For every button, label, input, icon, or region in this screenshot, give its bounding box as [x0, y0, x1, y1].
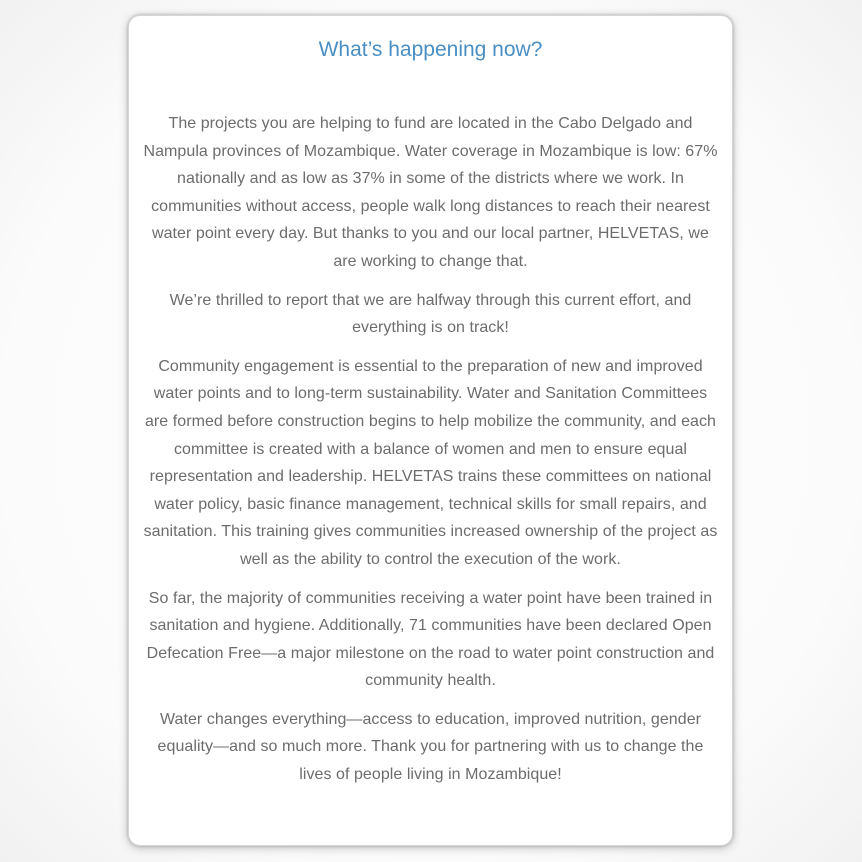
paragraph-progress: We’re thrilled to report that we are halfway through this current effort, and everything is on track! [169, 291, 692, 337]
paragraph-community-engagement: Community engagement is essential to the preparation of new and improved water points and to long-term sustainability. Water and Sanitation Committees are formed before construction begins to help mobilize the community, and each committee is created with a balance of women and men to ensure equal representation and leadership. HELVETAS trains these committees on national water policy, basic finance management, technical skills for small repairs, and sanitation. This training gives communities increased ownership of the project as well as the ability to control the execution of the work. [143, 357, 718, 568]
card-body [141, 110, 720, 789]
paragraph-sanitation-results: So far, the majority of communities receiving a water point have been trained in sanitation and hygiene. Additionally, 71 communities have been declared Open Defecation Free—a major milestone on the road to water point construction and community health. [146, 589, 715, 690]
update-card [128, 15, 733, 846]
paragraph-thank-you: Water changes everything—access to education, improved nutrition, gender equality—and so much more. Thank you for partnering with us to change the lives of people living in Mozambique! [157, 710, 704, 784]
paragraph-project-location: The projects you are helping to fund are located in the Cabo Delgado and Nampula provinces of Mozambique. Water coverage in Mozambique is low: 67% nationally and as low as 37% in some of the districts where we work. In communities without access, people walk long distances to reach their nearest water point every day. But thanks to you and our local partner, HELVETAS, we are working to change that. [143, 115, 718, 270]
card-title: What’s happening now? [318, 38, 543, 61]
